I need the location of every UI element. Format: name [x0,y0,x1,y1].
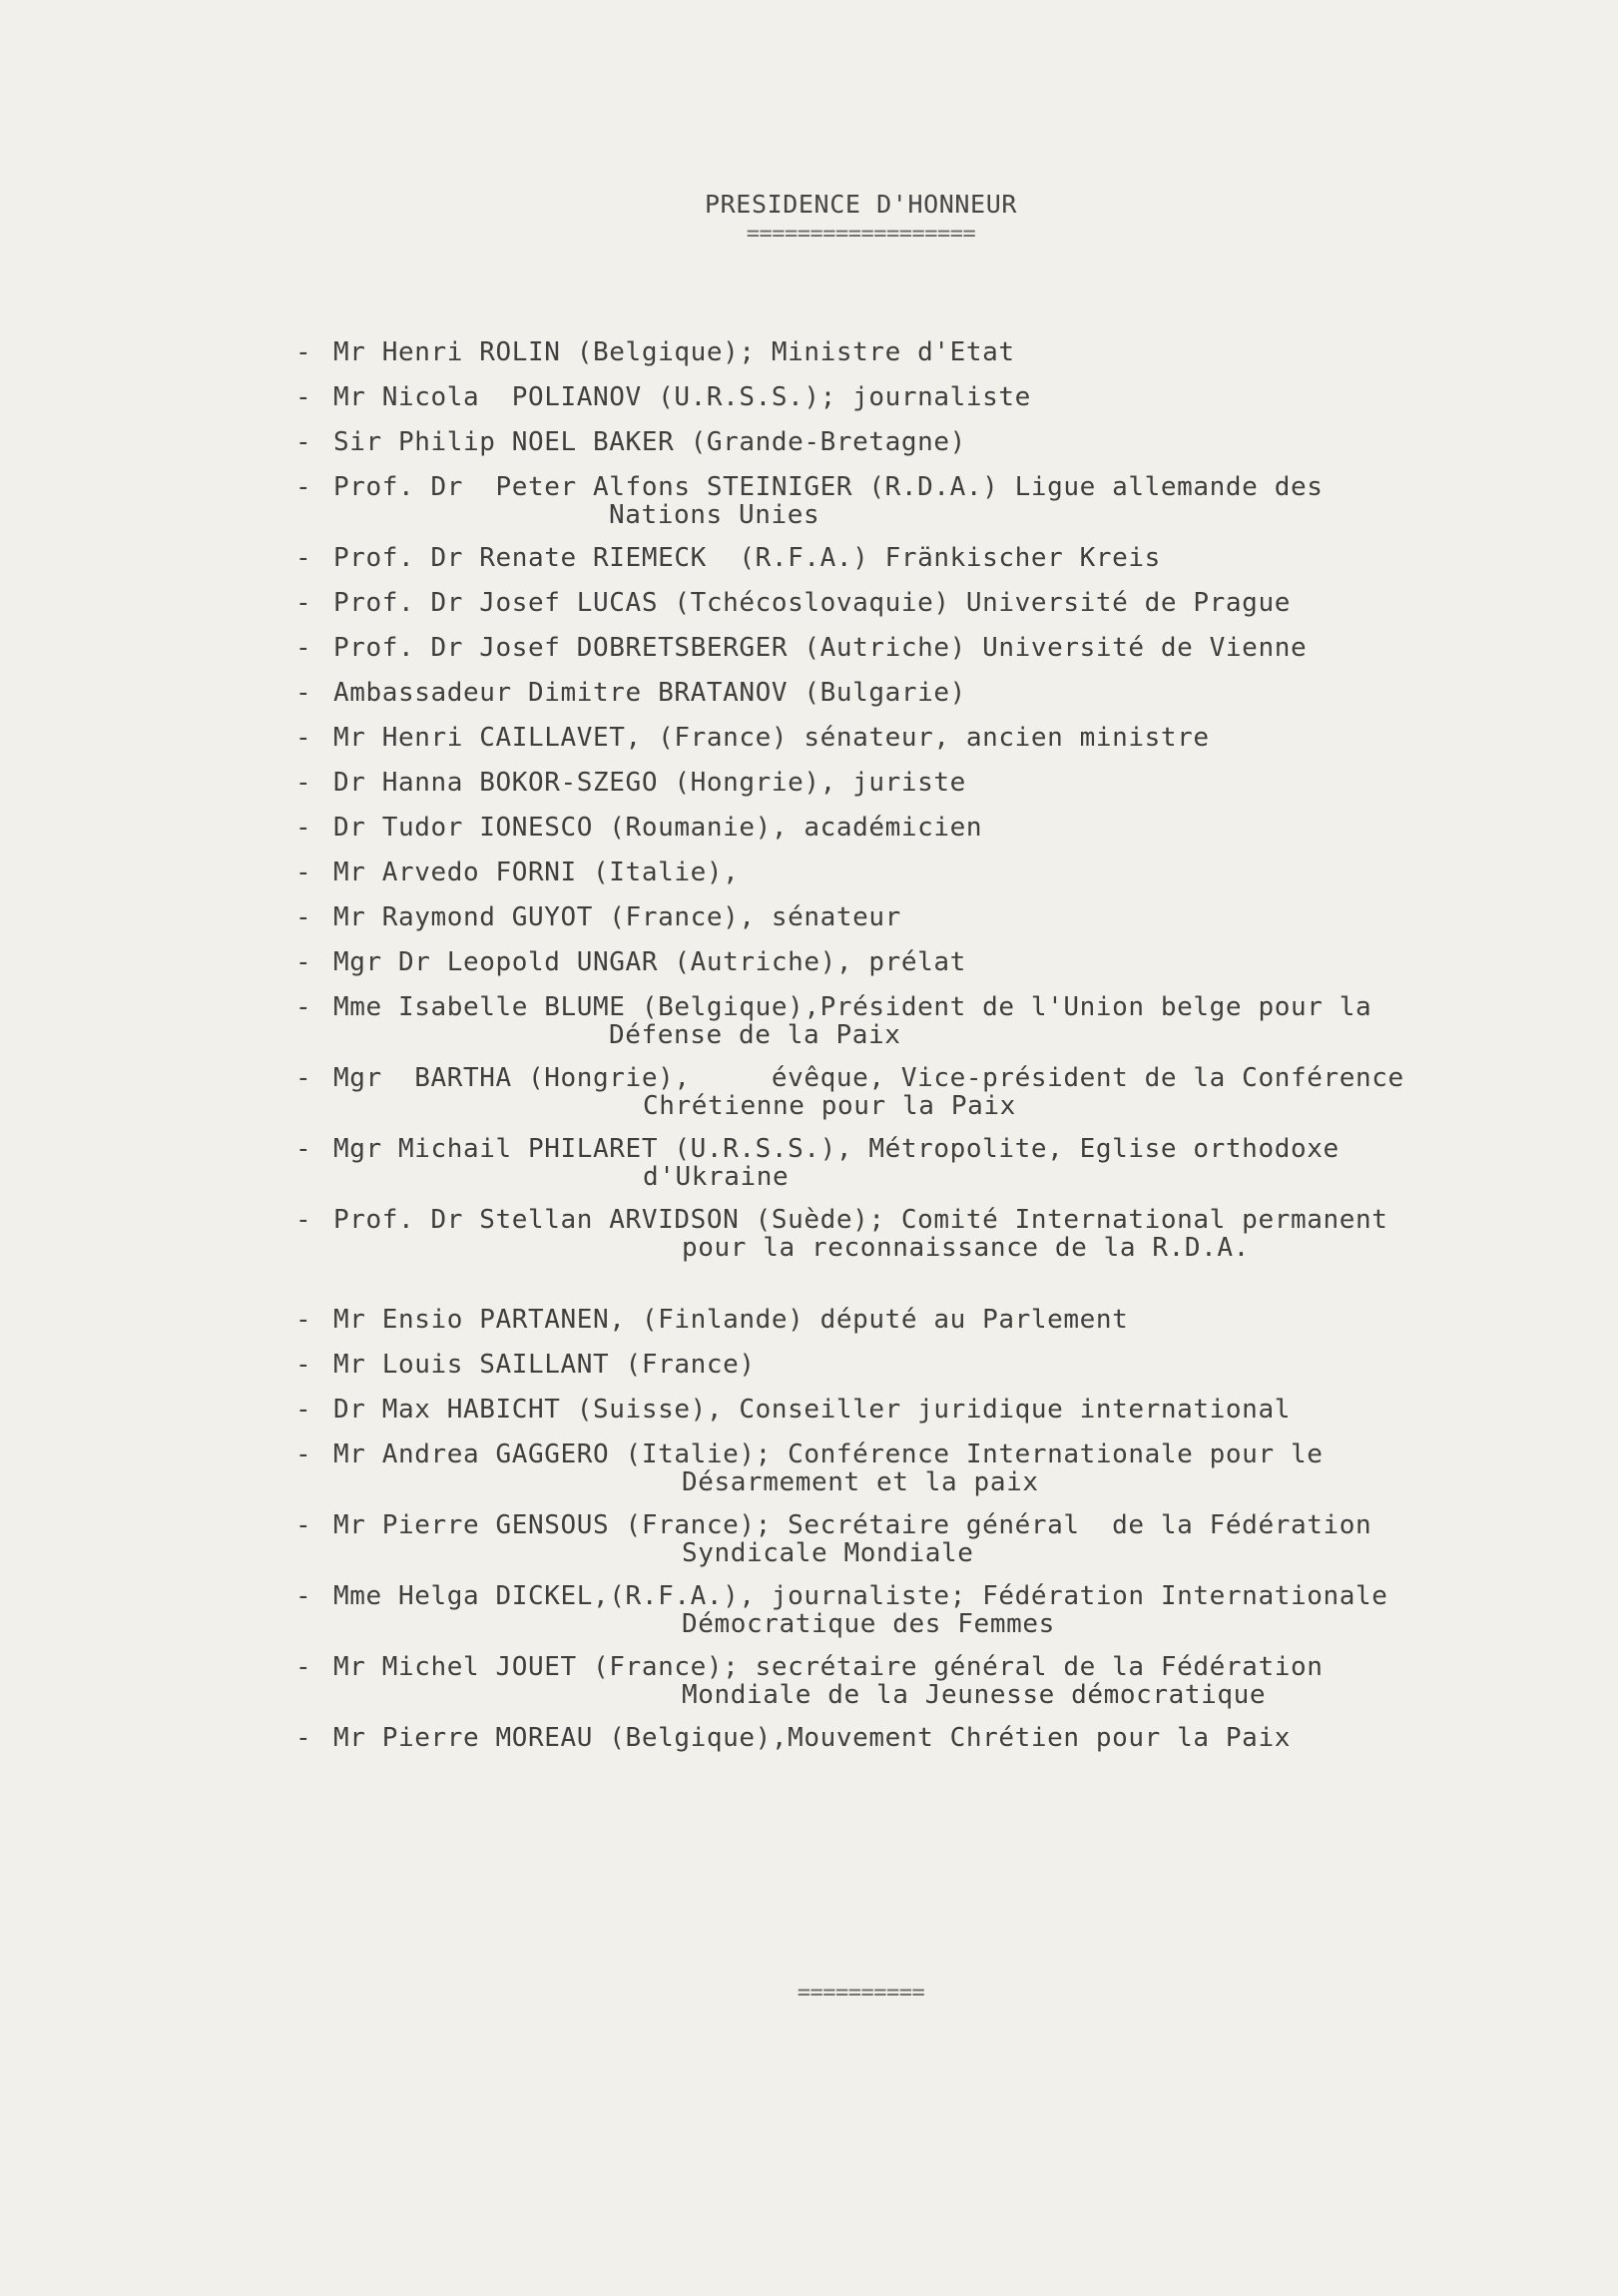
list-item [295,1305,1533,1335]
list-bullet-dash: - [295,947,312,977]
list-item [295,1063,1533,1119]
list-item-text: Mr Michel JOUET (France); secrétaire général de la Fédération [333,1652,1324,1682]
list-item-text: Mme Isabelle BLUME (Belgique),Président de l'Union belge pour la [333,992,1372,1022]
list-item-continuation: Désarmement et la paix [682,1467,1039,1497]
list-item [295,1723,1533,1753]
list-bullet-dash: - [295,1581,312,1611]
list-item-text: Mr Andrea GAGGERO (Italie); Conférence Internationale pour le [333,1439,1324,1469]
list-item [295,992,1533,1048]
list-bullet-dash: - [295,902,312,932]
list-item-text: Dr Max HABICHT (Suisse), Conseiller juridique international [333,1395,1291,1425]
list-item-continuation: Démocratique des Femmes [682,1609,1055,1639]
list-item-continuation: Syndicale Mondiale [682,1538,974,1568]
list-bullet-dash: - [295,1652,312,1682]
list-bullet-dash: - [295,472,312,502]
list-bullet-dash: - [295,427,312,457]
list-item [295,588,1533,618]
list-item-text: Prof. Dr Josef DOBRETSBERGER (Autriche) Université de Vienne [333,633,1308,663]
list-bullet-dash: - [295,1723,312,1753]
list-bullet-dash: - [295,633,312,663]
list-item [295,1652,1533,1708]
list-bullet-dash: - [295,1439,312,1469]
list-item [295,337,1533,367]
list-item-text: Mme Helga DICKEL,(R.F.A.), journaliste; Fédération Internationale [333,1581,1388,1611]
list-item [295,678,1533,708]
list-item [295,633,1533,663]
list-bullet-dash: - [295,382,312,412]
list-item-text: Mr Ensio PARTANEN, (Finlande) député au Parlement [333,1305,1129,1335]
list-item [295,1439,1533,1495]
list-item [295,472,1533,528]
list-item-text: Mr Arvedo FORNI (Italie), [333,858,740,887]
list-item [295,723,1533,753]
list-item-text: Mr Pierre MOREAU (Belgique),Mouvement Chrétien pour la Paix [333,1723,1291,1753]
list-item-text: Mr Henri ROLIN (Belgique); Ministre d'Etat [333,337,1015,367]
list-bullet-dash: - [295,768,312,798]
list-item [295,1395,1533,1425]
list-item-text: Mr Nicola POLIANOV (U.R.S.S.); journaliste [333,382,1031,412]
list-item-text: Prof. Dr Renate RIEMECK (R.F.A.) Fränkischer Kreis [333,543,1161,573]
list-bullet-dash: - [295,1063,312,1093]
list-item-text: Mr Pierre GENSOUS (France); Secrétaire général de la Fédération [333,1510,1372,1540]
list-item-text: Mgr Michail PHILARET (U.R.S.S.), Métropolite, Eglise orthodoxe [333,1134,1340,1164]
list-item-continuation: d'Ukraine [643,1162,790,1192]
list-item-text: Mr Raymond GUYOT (France), sénateur [333,902,901,932]
list-item [295,902,1533,932]
honorary-presidency-list [295,337,1533,1768]
list-bullet-dash: - [295,992,312,1022]
list-item-text: Mr Henri CAILLAVET, (France) sénateur, ancien ministre [333,723,1210,753]
list-item-text: Mr Louis SAILLANT (France) [333,1350,756,1380]
document-title: PRESIDENCE D'HONNEUR [704,190,1018,219]
list-item [295,947,1533,977]
list-item-text: Ambassadeur Dimitre BRATANOV (Bulgarie) [333,678,966,708]
list-item [295,382,1533,412]
list-item [295,1510,1533,1566]
list-item-text: Sir Philip NOEL BAKER (Grande-Bretagne) [333,427,966,457]
list-item [295,1350,1533,1380]
list-bullet-dash: - [295,543,312,573]
list-item-continuation: Mondiale de la Jeunesse démocratique [682,1680,1267,1710]
list-item-text: Prof. Dr Josef LUCAS (Tchécoslovaquie) Université de Prague [333,588,1291,618]
list-bullet-dash: - [295,337,312,367]
list-bullet-dash: - [295,1395,312,1425]
list-item [295,768,1533,798]
list-bullet-dash: - [295,858,312,887]
list-item-text: Dr Hanna BOKOR-SZEGO (Hongrie), juriste [333,768,966,798]
list-item [295,1134,1533,1190]
list-bullet-dash: - [295,1205,312,1235]
list-bullet-dash: - [295,723,312,753]
list-item [295,427,1533,457]
list-item-text: Mgr BARTHA (Hongrie), évêque, Vice-président de la Conférence [333,1063,1404,1093]
list-bullet-dash: - [295,1305,312,1335]
list-bullet-dash: - [295,813,312,843]
list-item-continuation: Nations Unies [609,500,820,530]
list-item-continuation: Chrétienne pour la Paix [643,1091,1016,1121]
list-item-text: Prof. Dr Stellan ARVIDSON (Suède); Comité International permanent [333,1205,1388,1235]
title-underline: ================== [746,222,976,247]
list-item [295,1205,1533,1261]
list-bullet-dash: - [295,1510,312,1540]
list-item [295,813,1533,843]
list-item-text: Prof. Dr Peter Alfons STEINIGER (R.D.A.) Ligue allemande des [333,472,1324,502]
list-bullet-dash: - [295,678,312,708]
list-item-text: Mgr Dr Leopold UNGAR (Autriche), prélat [333,947,966,977]
list-bullet-dash: - [295,1350,312,1380]
list-item-text: Dr Tudor IONESCO (Roumanie), académicien [333,813,983,843]
end-separator: ========== [797,1981,925,2006]
list-bullet-dash: - [295,1134,312,1164]
list-item [295,1581,1533,1637]
list-item-continuation: pour la reconnaissance de la R.D.A. [682,1233,1250,1263]
list-item-continuation: Défense de la Paix [609,1020,901,1050]
list-item [295,858,1533,887]
list-item [295,543,1533,573]
list-bullet-dash: - [295,588,312,618]
